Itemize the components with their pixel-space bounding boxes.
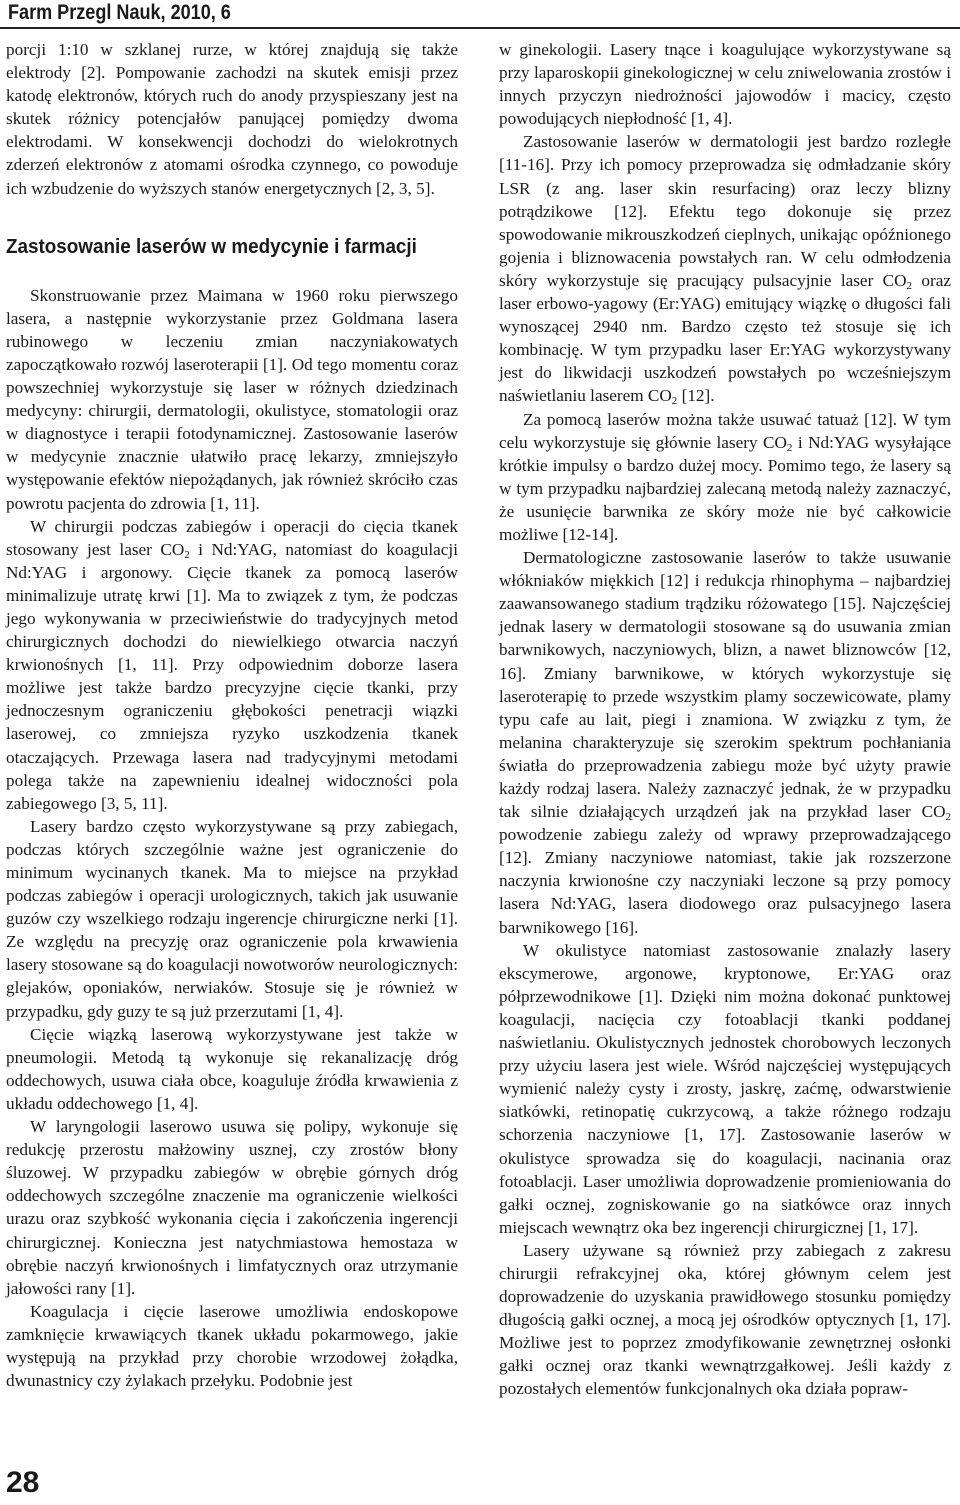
- paragraph-surgery: W chirurgii podczas zabiegów i operacji do cięcia tkanek stosowany jest laser $CO_2$ i Nd:YAG, natomiast do koagulacji Nd:YAG i argonowy. Cięcie tkanek za pomocą laserów minimalizuje utratę krwi [1]. Ma to związek z tym, że podczas jego wykonywania w przeciwieństwie do tradycyjnych metod chirurgicznych dochodzi do niewielkiego otwarcia naczyń krwionośnych [1, 11]. Przy odpowiednim doborze lasera możliwe jest także bardzo precyzyjne cięcie tkanki, przy jednoczesnym ograniczeniu głębokości penetracji wiązki laserowej, co zmniejsza ryzyko uszkodzenia tkanek otaczających. Przewaga lasera nad tradycyjnymi metodami polega także na zapewnieniu idealnej widoczności pola zabiegowego [3, 5, 11].: [6, 516, 458, 813]
- paragraph-precision: Lasery bardzo często wykorzystywane są przy zabiegach, podczas których szczególnie ważne jest ograniczenie do minimum wycinanych tkanek. Ma to miejsce na przykład podczas zabiegów i operacji urologicznych, takich jak usuwanie guzów czy wszelkiego rodzaju ingerencje chirurgiczne nerki [1]. Ze względu na precyzję oraz ograniczenie pola krwawienia lasery stosowane są do koagulacji nowotworów neurologicznych: glejaków, oponiaków, nerwiaków. Stosuje się je również w przypadku, gdy guzy te są już przerzutami [1, 4].: [6, 816, 458, 1021]
- paragraph-gynecology: w ginekologii. Lasery tnące i koagulujące wykorzystywane są przy laparoskopii ginekologicznej w celu zniwelowania zrostów i innych przyczyn niedrożności jajowodów i macicy, często powodujących niepłodność [1, 4].: [499, 40, 951, 129]
- left-column: [6, 38, 458, 1392]
- right-column: [499, 38, 951, 1401]
- journal-citation: Farm Przegl Nauk, 2010, 6: [8, 1, 231, 24]
- paragraph-ophthalmology: W okulistyce natomiast zastosowanie znalazły lasery ekscymerowe, argonowe, kryptonowe, Er:YAG oraz półprzewodnikowe [1]. Dzięki nim można dokonać punktowej koagulacji, nacięcia czy fotoablacji tkanki poddanej naświetlaniu. Okulistycznych jednostek chorobowych leczonych przy użyciu lasera jest wiele. Wśród najczęściej występujących wymienić należy cysty i zrosty, jaskrę, zaćmę, odwarstwienie siatkówki, retinopatię cukrzycową, a także różnego rodzaju schorzenia naczyniowe [1, 17]. Zastosowanie laserów w okulistyce sprowadza się do koagulacji, nacinania oraz fotoablacji. Laser umożliwia doprowadzenie promieniowania do gałki ocznej, zogniskowanie go na siatkówce oraz innych miejscach wewnątrz oka bez ingerencji chirurgicznej [1, 17].: [499, 940, 951, 1237]
- paragraph-gastro: Koagulacja i cięcie laserowe umożliwia endoskopowe zamknięcie krwawiących tkanek układu pokarmowego, jakie występują na przykład przy chorobie wrzodowej żołądka, dwunastnicy czy żylakach przełyku. Podobnie jest: [6, 1301, 458, 1391]
- paragraph-dermatology: Zastosowanie laserów w dermatologii jest bardzo rozległe [11-16]. Przy ich pomocy przeprowadza się odmładzanie skóry LSR (z ang. laser skin resurfacing) oraz leczy blizny potrądzikowe [12]. Efektu tego dokonuje się przez spowodowanie mikrouszkodzeń cieplnych, unikając opóźnionego gojenia i bliznowacenia powstałych ran. W celu odmłodzenia skóry wykorzystuje się pracujący pulsacyjnie laser $CO_2$ oraz laser erbowo-yagowy (Er:YAG) emitujący wiązkę o długości fali wynoszącej 2940 nm. Bardzo często też stosuje się ich kombinację. W tym przypadku laser Er:YAG wykorzystywany jest do likwidacji uszkodzeń powstałych po wcześniejszym naświetlaniu laserem $CO_2$ [12].: [499, 132, 952, 408]
- section-heading: Zastosowanie laserów w medycynie i farmacji: [6, 234, 417, 258]
- paragraph-tattoo: Za pomocą laserów można także usuwać tatuaż [12]. W tym celu wykorzystuje się głównie lasery $CO_2$ i Nd:YAG wysyłające krótkie impulsy o bardzo dużej mocy. Pomimo tego, że lasery są w tym przypadku najbardziej zalecaną metodą należy zaznaczyć, że usunięcie barwnika ze skóry może nie być całkowicie możliwe [12-14].: [499, 409, 951, 544]
- page-header: [0, 0, 960, 30]
- page-number: 28: [6, 1466, 40, 1499]
- paragraph-history: Skonstruowanie przez Maimana w 1960 roku pierwszego lasera, a następnie wykorzystanie przez Goldmana lasera rubinowego w leczeniu zmian naczyniakowatych zapoczątkowało rozwój laseroterapii [1]. Od tego momentu coraz powszechniej wykorzystuje się laser w różnych dziedzinach medycyny: chirurgii, dermatologii, okulistyce, stomatologii oraz w diagnostyce i terapii fotodynamicznej. Zastosowanie laserów w medycynie znacznie ułatwiło pracę lekarzy, zmniejszyło występowanie efektów niepożądanych, jak również skróciło czas powrotu pacjenta do zdrowia [1, 11].: [6, 285, 458, 513]
- paragraph-refractive: Lasery używane są również przy zabiegach z zakresu chirurgii refrakcyjnej oka, której głównym celem jest doprowadzenie do uzyskania prawidłowego stosunku pomiędzy długością gałki ocznej, a mocą jej ośrodków optycznych [1, 17]. Możliwe jest to poprzez zmodyfikowanie zewnętrznej osłonki gałki ocznej oraz tkanki wewnątrzgałkowej. Jeśli każdy z pozostałych elementów funkcjonalnych oka działa popraw-: [499, 1240, 951, 1399]
- paragraph-laryngology: W laryngologii laserowo usuwa się polipy, wykonuje się redukcję przerostu małżowiny usznej, czy zrostów błony śluzowej. W przypadku zabiegów w obrębie górnych dróg oddechowych szczególne znaczenie ma ograniczenie wielkości urazu oraz szybkość wykonania cięcia i zakończenia ingerencji chirurgicznej. Konieczna jest natychmiastowa hemostaza w obrębie naczyń krwionośnych i limfatycznych oraz utrzymanie jałowości rany [1].: [6, 1117, 458, 1298]
- paragraph-pigment: Dermatologiczne zastosowanie laserów to także usuwanie włókniaków miękkich [12] i redukcja rhinophyma – najbardziej zaawansowanego stadium trądziku różowatego [15]. Najczęściej jednak lasery w dermatologii stosowane są do usuwania zmian barwnikowych, naczyniowych, blizn, a nawet bliznowców [12, 16]. Zmiany barwnikowe, w których wykorzystuje się laseroterapię to przede wszystkim plamy soczewicowate, plamy typu cafe au lait, piegi i znamiona. W związku z tym, że melanina charakteryzuje się szerokim spektrum pochłaniania światła do przeprowadzenia zabiegu może być użyty prawie każdy rodzaj lasera. Należy zaznaczyć jednak, że w przypadku tak silnie działających urządzeń jak na przykład laser $CO_2$ powodzenie zabiegu zależy od wprawy przeprowadzającego [12]. Zmiany naczyniowe natomiast, takie jak rozszerzone naczynia krwionośne czy naczyniaki leczone są przy pomocy lasera Nd:YAG, lasera diodowego oraz pulsacyjnego lasera barwnikowego [16].: [499, 548, 951, 937]
- paragraph-pneumology: Cięcie wiązką laserową wykorzystywane jest także w pneumologii. Metodą tą wykonuje się rekanalizację dróg oddechowych, usuwa ciała obce, koaguluje źródła krwawienia z układu oddechowego [1, 4].: [6, 1024, 458, 1113]
- header-rule: [0, 27, 960, 29]
- paragraph-intro: porcji 1:10 w szklanej rurze, w której znajdują się także elektrody [2]. Pompowanie zachodzi na skutek emisji przez katodę elektronów, których ruch do anody przyspieszany jest na skutek różnicy potencjałów panującej pomiędzy dwoma elektrodami. W konsekwencji dochodzi do wielokrotnych zderzeń elektronów z atomami ośrodka czynnego, co powoduje ich wzbudzenie do wyższych stanów energetycznych [2, 3, 5].: [6, 40, 458, 198]
